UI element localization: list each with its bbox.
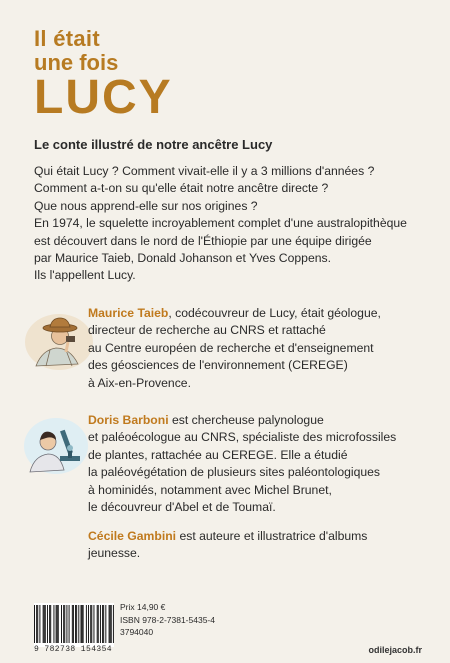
- barcode-bar: [44, 605, 45, 643]
- barcode-bar: [100, 605, 101, 643]
- author-name: Doris Barboni: [88, 413, 169, 427]
- intro-line: Comment a-t-on su qu'elle était notre ancêtre directe ?: [34, 181, 329, 196]
- barcode-bar: [103, 605, 104, 643]
- product-code: 3794040: [120, 627, 154, 637]
- barcode-bar: [43, 605, 44, 643]
- barcode-bar: [66, 605, 67, 643]
- bio-text: est chercheuse palynologue: [168, 413, 324, 427]
- barcode-bar: [36, 605, 37, 643]
- barcode-bar: [102, 605, 103, 643]
- barcode-bar: [72, 605, 73, 643]
- barcode-bar: [78, 605, 79, 643]
- barcode-bar: [45, 605, 46, 643]
- barcode-bar: [34, 605, 35, 643]
- barcode-bar: [113, 605, 114, 643]
- bio-line: jeunesse.: [88, 546, 141, 561]
- bio-line: à Aix-en-Provence.: [88, 375, 191, 390]
- barcode-bar: [75, 605, 76, 643]
- scientist-at-microscope-icon: [22, 410, 90, 476]
- author-name: Maurice Taieb: [88, 306, 169, 320]
- barcode-bar: [69, 605, 70, 643]
- bio-line: et paléoécologue au CNRS, spécialiste des microfossiles: [88, 430, 397, 445]
- bio-line: à hominidés, notamment avec Michel Brunet,: [88, 482, 332, 497]
- bio-line: de plantes, rattachée au CEREGE. Elle a étudié: [88, 447, 348, 462]
- book-subtitle: Le conte illustré de notre ancêtre Lucy: [34, 137, 273, 152]
- barcode-bar: [91, 605, 92, 643]
- bio-line: directeur de recherche au CNRS et rattaché: [88, 323, 326, 338]
- intro-line: Ils l'appellent Lucy.: [34, 268, 136, 283]
- barcode-bar: [105, 605, 106, 643]
- publisher-url: odilejacob.fr: [368, 645, 422, 655]
- intro-line: Qui était Lucy ? Comment vivait-elle il y a 3 millions d'années ?: [34, 164, 375, 178]
- barcode-bar: [82, 605, 83, 643]
- title-line-2: une fois: [34, 50, 119, 75]
- price: Prix 14,90 €: [120, 602, 166, 612]
- intro-line: Que nous apprend-elle sur nos origines ?: [34, 198, 258, 213]
- barcode-bar: [50, 605, 51, 643]
- barcode-bar: [64, 605, 65, 643]
- barcode-bar: [90, 605, 91, 643]
- price-block: [120, 601, 215, 639]
- barcode-bar: [47, 605, 48, 643]
- barcode-bar: [37, 605, 38, 643]
- barcode-bar: [53, 605, 54, 643]
- author-name: Cécile Gambini: [88, 529, 177, 543]
- intro-line: est découvert dans le nord de l'Éthiopie par une équipe dirigée: [34, 233, 372, 248]
- barcode-bar: [73, 605, 74, 643]
- barcode: [34, 603, 114, 647]
- title-line-1: Il était: [34, 26, 100, 51]
- barcode-bar: [63, 605, 64, 643]
- barcode-bar: [80, 605, 81, 643]
- bio-line: la paléovégétation de plusieurs sites paléontologiques: [88, 465, 381, 480]
- bio-doris-barboni: [88, 412, 396, 516]
- book-title: [34, 28, 173, 122]
- barcode-bar: [93, 605, 94, 643]
- geologist-with-hat-icon: [22, 306, 96, 372]
- bio-line: des géosciences de l'environnement (CEREGE): [88, 358, 348, 373]
- barcode-bar: [57, 605, 58, 643]
- barcode-bar: [83, 605, 84, 643]
- bio-line: au Centre européen de recherche et d'enseignement: [88, 340, 374, 355]
- barcode-bar: [58, 605, 59, 643]
- barcode-bar: [56, 605, 57, 643]
- bio-line: le découvreur d'Abel et de Toumaï.: [88, 500, 276, 515]
- intro-text: [34, 163, 434, 285]
- intro-line: En 1974, le squelette incroyablement complet d'une australopithèque: [34, 216, 407, 231]
- title-line-3: LUCY: [34, 71, 173, 124]
- isbn: ISBN 978-2-7381-5435-4: [120, 614, 215, 625]
- bio-text: , codécouvreur de Lucy, était géologue,: [168, 306, 381, 320]
- barcode-bar: [88, 605, 89, 643]
- barcode-bar: [86, 605, 87, 643]
- barcode-bar: [61, 605, 62, 643]
- barcode-bar: [97, 605, 98, 643]
- bio-cecile-gambini: [88, 528, 367, 563]
- barcode-bar: [110, 605, 111, 643]
- intro-line: par Maurice Taieb, Donald Johanson et Yves Coppens.: [34, 251, 331, 266]
- bio-text: est auteure et illustratrice d'albums: [176, 529, 368, 543]
- bio-maurice-taieb: [88, 305, 381, 392]
- barcode-bar: [76, 605, 77, 643]
- barcode-number: 9 782738 154354: [34, 645, 113, 654]
- barcode-bar: [111, 605, 112, 643]
- barcode-bar: [49, 605, 50, 643]
- barcode-bar: [109, 605, 110, 643]
- barcode-bar: [98, 605, 99, 643]
- barcode-bar: [39, 605, 40, 643]
